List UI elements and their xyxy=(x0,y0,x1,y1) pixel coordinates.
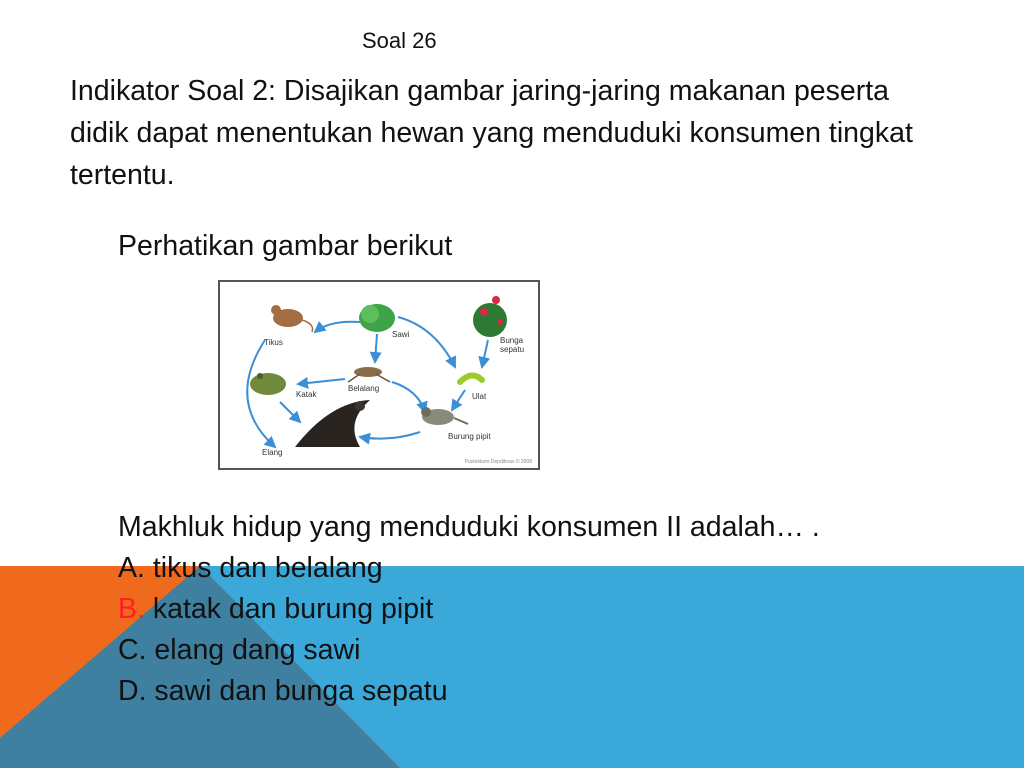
option-a-letter: A. xyxy=(118,552,145,584)
label-bunga: Bunga sepatu xyxy=(500,336,525,354)
option-a-text: tikus dan belalang xyxy=(152,552,383,584)
instruction-text: Perhatikan gambar berikut xyxy=(118,230,453,262)
arrow-sawi-tikus xyxy=(315,322,360,332)
option-b[interactable] xyxy=(118,589,820,630)
label-ulat: Ulat xyxy=(472,392,487,401)
arrow-ulat-burung xyxy=(452,390,465,410)
question-text: Makhluk hidup yang menduduki konsumen II adalah… . xyxy=(118,511,820,543)
arrow-belalang-burung xyxy=(392,382,425,412)
figure-credit: Pustekkom Depdiknas © 2008 xyxy=(464,459,532,465)
option-b-text: katak dan burung pipit xyxy=(152,593,434,625)
label-belalang: Belalang xyxy=(348,384,380,393)
tikus-image xyxy=(271,305,313,332)
option-d[interactable] xyxy=(118,671,820,712)
ulat-image xyxy=(460,375,482,382)
arrow-belalang-katak xyxy=(298,379,345,384)
option-c-text: elang dang sawi xyxy=(154,634,361,666)
arrow-katak-elang xyxy=(280,402,300,422)
burung-pipit-image xyxy=(421,407,468,425)
arrow-sawi-belalang xyxy=(375,334,377,362)
option-d-text: sawi dan bunga sepatu xyxy=(154,675,448,707)
label-elang: Elang xyxy=(262,448,283,457)
belalang-image xyxy=(348,367,390,382)
option-b-letter: B. xyxy=(118,593,145,625)
option-c-letter: C. xyxy=(118,634,147,666)
sawi-image xyxy=(359,304,395,332)
slide-title: Soal 26 xyxy=(362,28,437,53)
label-burung: Burung pipit xyxy=(448,432,491,441)
indicator-text: Indikator Soal 2: Disajikan gambar jaring-jaring makanan peserta didik dapat menentukan hewan yang menduduki konsumen tingkat tertentu. xyxy=(70,75,913,191)
label-katak: Katak xyxy=(296,390,317,399)
question-block xyxy=(118,507,820,712)
katak-image xyxy=(250,373,286,395)
option-c[interactable] xyxy=(118,630,820,671)
arrow-burung-elang xyxy=(360,432,420,439)
option-a[interactable] xyxy=(118,548,820,589)
label-tikus: Tikus xyxy=(264,338,283,347)
bunga-image xyxy=(473,296,507,337)
option-d-letter: D. xyxy=(118,675,147,707)
elang-image xyxy=(295,400,370,447)
arrow-sawi-ulat xyxy=(398,317,455,367)
food-web-figure xyxy=(218,280,540,470)
arrow-bunga-ulat xyxy=(482,340,488,367)
label-sawi: Sawi xyxy=(392,330,410,339)
